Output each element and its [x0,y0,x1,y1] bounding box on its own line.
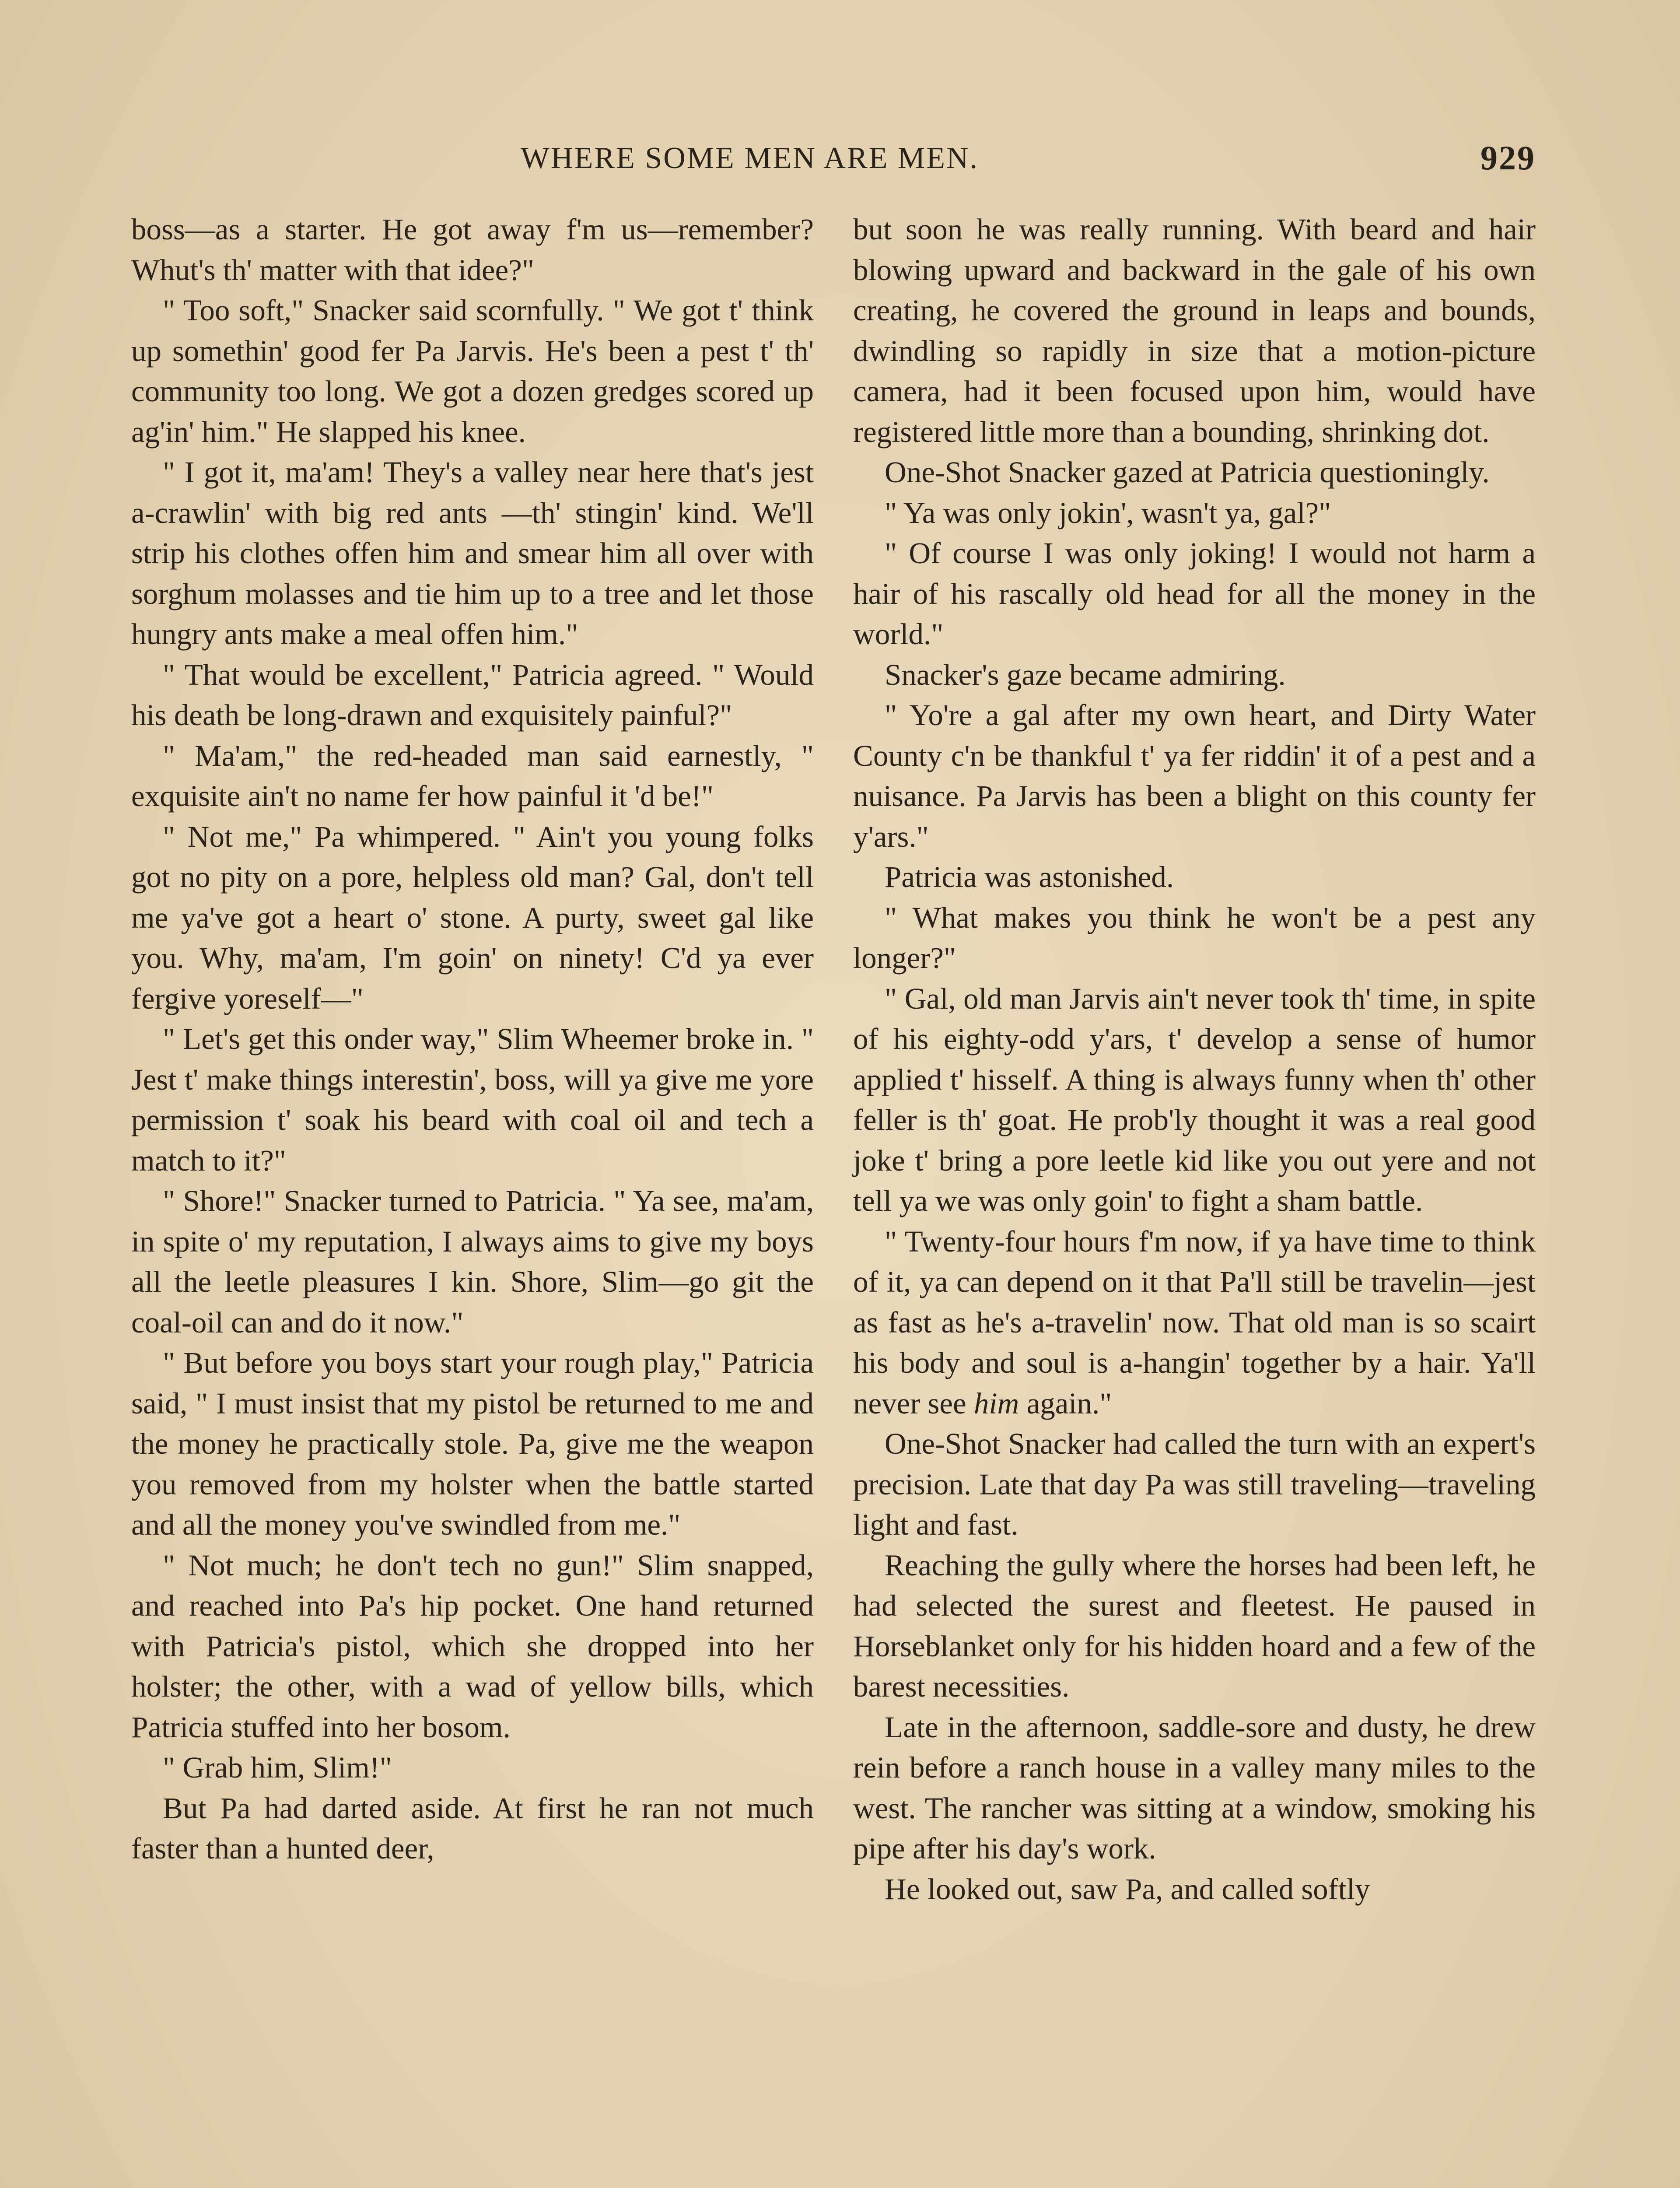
paragraph [853,1869,1536,1910]
running-title: WHERE SOME MEN ARE MEN. [521,141,979,175]
paragraph [131,1343,814,1545]
paragraph-text: Patricia was astonished. [885,860,1174,894]
paragraph-text: " Shore!" Snacker turned to Patricia. " Ya see, ma'am, in spite o' my reputation, I always aims to give my boys all the leetle pleasures I kin. Shore, Slim—go git the coal-oil can and do it now." [131,1184,814,1339]
paragraph [131,1545,814,1748]
paragraph [853,1545,1536,1707]
right-column [853,209,1536,1909]
paragraph [853,695,1536,857]
paragraph-text: boss—as a starter. He got away f'm us—remember? Whut's th' matter with that idee?" [131,213,814,287]
paragraph-text: " Ya was only jokin', wasn't ya, gal?" [885,496,1331,529]
paragraph-text: " Not me," Pa whimpered. " Ain't you young folks got no pity on a pore, helpless old man? Gal, don't tell me ya've got a heart o' stone. A purty, sweet gal like you. Why, ma'am, I'm goin' on ninety! C'd ya ever fergive yoreself—" [131,820,814,1015]
paragraph [853,452,1536,493]
running-head [131,141,1536,185]
page-number: 929 [1480,139,1536,177]
paragraph-text: One-Shot Snacker had called the turn with an expert's precision. Late that day Pa was still traveling—traveling light and fast. [853,1427,1536,1541]
paragraph-text: One-Shot Snacker gazed at Patricia questioningly. [885,456,1490,489]
paragraph [853,533,1536,655]
paragraph-text: " Ma'am," the red-headed man said earnestly, " exquisite ain't no name fer how painful it 'd be!" [131,739,814,813]
paragraph [853,1221,1536,1424]
paragraph-text: " I got it, ma'am! They's a valley near here that's jest a-crawlin' with big red ants —th' stingin' kind. We'll strip his clothes offen him and smear him all over with sorghum molasses and tie him up to a tree and let those hungry ants make a meal offen him." [131,456,814,651]
paragraph [131,655,814,736]
paragraph-text: " What makes you think he won't be a pest any longer?" [853,901,1536,975]
left-column [131,209,814,1869]
paragraph [131,452,814,655]
paragraph [131,817,814,1019]
paragraph-text: Late in the afternoon, saddle-sore and dusty, he drew rein before a ranch house in a valley many miles to the west. The rancher was sitting at a window, smoking his pipe after his day's work. [853,1710,1536,1865]
paragraph [853,655,1536,695]
paragraph-text: " But before you boys start your rough play," Patricia said, " I must insist that my pistol be returned to me and the money he practically stole. Pa, give me the weapon you removed from my holster when the battle started and all the money you've swindled from me." [131,1346,814,1541]
paragraph [131,209,814,290]
paragraph [853,493,1536,533]
paragraph-text: " Gal, old man Jarvis ain't never took th' time, in spite of his eighty-odd y'ars, t' develop a sense of humor applied t' hisself. A thing is always funny when th' other feller is th' goat. He prob'ly thought it was a real good joke t' bring a pore leetle kid like you out yere and not tell ya we was only goin' to fight a sham battle. [853,982,1536,1217]
paragraph [853,898,1536,978]
paragraph-text: " That would be excellent," Patricia agreed. " Would his death be long-drawn and exquisitely painful?" [131,658,814,732]
paragraph-text: " Of course I was only joking! I would not harm a hair of his rascally old head for all the money in the world." [853,536,1536,651]
paragraph-text: Reaching the gully where the horses had been left, he had selected the surest and fleetest. He paused in Horseblanket only for his hidden hoard and a few of the barest necessities. [853,1548,1536,1703]
paragraph-text: again." [1019,1386,1112,1420]
paragraph [131,736,814,817]
paragraph [853,978,1536,1221]
paragraph [853,1707,1536,1869]
paragraph [131,1019,814,1181]
paragraph-text: " Twenty-four hours f'm now, if ya have time to think of it, ya can depend on it that Pa'll still be travelin—jest as fast as he's a-travelin' now. That old man is so scairt his body and soul is a-hangin' together by a hair. Ya'll never see [853,1224,1536,1420]
paragraph-text: But Pa had darted aside. At first he ran not much faster than a hunted deer, [131,1791,814,1865]
paragraph-text: " Let's get this onder way," Slim Wheemer broke in. " Jest t' make things interestin', boss, will ya give me yore permission t' soak his beard with coal oil and tech a match to it?" [131,1022,814,1177]
paragraph-text: He looked out, saw Pa, and called softly [885,1872,1370,1906]
paragraph [131,1181,814,1343]
paragraph [131,290,814,452]
paragraph-text: " Grab him, Slim!" [163,1751,392,1784]
paragraph [853,857,1536,898]
paragraph-text: " Not much; he don't tech no gun!" Slim snapped, and reached into Pa's hip pocket. One hand returned with Patricia's pistol, which she dropped into her holster; the other, with a wad of yellow bills, which Patricia stuffed into her bosom. [131,1548,814,1744]
emphasis-text: him [973,1386,1019,1420]
paragraph [131,1788,814,1869]
paragraph-text: but soon he was really running. With beard and hair blowing upward and backward in the gale of his own creating, he covered the ground in leaps and bounds, dwindling so rapidly in size that a motion-picture camera, had it been focused upon him, would have registered little more than a bounding, shrinking dot. [853,213,1536,449]
paragraph [131,1747,814,1788]
paragraph-text: " Yo're a gal after my own heart, and Dirty Water County c'n be thankful t' ya fer riddin' it of a pest and a nuisance. Pa Jarvis has been a blight on this county fer y'ars." [853,698,1536,853]
paragraph [853,209,1536,452]
paragraph [853,1424,1536,1545]
paragraph-text: " Too soft," Snacker said scornfully. " We got t' think up somethin' good fer Pa Jarvis. He's been a pest t' th' community too long. We got a dozen gredges scored up ag'in' him." He slapped his knee. [131,294,814,449]
paragraph-text: Snacker's gaze became admiring. [885,658,1286,691]
